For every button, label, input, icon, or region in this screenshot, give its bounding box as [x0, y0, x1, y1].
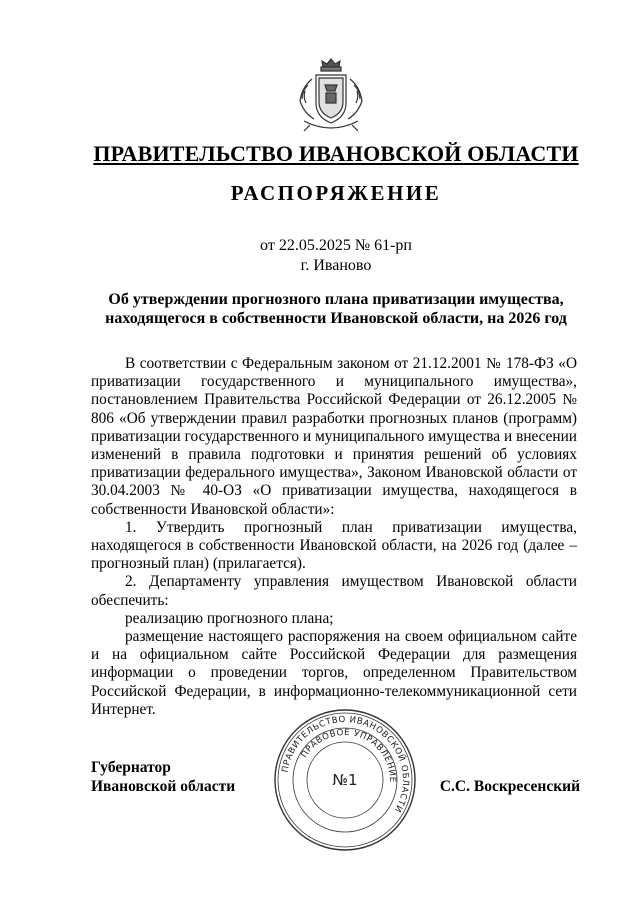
paragraph-preamble: В соответствии с Федеральным законом от 21.12.2001 № 178-ФЗ «О приватизации государственного и муниципального имущества», постановлением Правительства Российской Федерации от 26.12.2005 № 806 «Об утверждении правил разработки прогнозных планов (программ) приватизации государственного и муниципального имущества и внесении изменений в правила подготовки и принятия решений об условиях приватизации федерального имущества», Законом Ивановской области от 30.04.2003 № 40-ОЗ «О приватизации имущества, находящегося в собственности Ивановской области»:	[91, 355, 577, 518]
stamp-number: №1	[332, 771, 358, 789]
paragraph-item-1: 1. Утвердить прогнозный план приватизации имущества, находящегося в собственности Ивановской области, на 2026 год (далее – прогнозный план) (прилагается).	[91, 518, 577, 573]
official-seal-stamp	[270, 705, 420, 855]
paragraph-item-2: 2. Департаменту управления имуществом Ивановской области обеспечить:	[91, 573, 577, 609]
coat-of-arms-emblem	[290, 55, 372, 137]
document-body	[91, 355, 577, 719]
signatory-name: С.С. Воскресенский	[439, 778, 580, 795]
document-date-number: от 22.05.2025 № 61-рп	[260, 237, 412, 254]
document-type: РАСПОРЯЖЕНИЕ	[230, 181, 442, 205]
stamp-inner-text: ПРАВОВОЕ УПРАВЛЕНИЕ	[299, 727, 398, 783]
government-title: ПРАВИТЕЛЬСТВО ИВАНОВСКОЙ ОБЛАСТИ	[93, 141, 579, 166]
paragraph-subitem-2: размещение настоящего распоряжения на своем официальном сайте и на официальном сайте Российской Федерации для размещения информации о проведении торгов, определенном Правительством Российской Федерации, в информационно-телекоммуникационной сети Интернет.	[91, 628, 577, 718]
stamp-outer-text: ПРАВИТЕЛЬСТВО ИВАНОВСКОЙ ОБЛАСТИ	[280, 714, 411, 815]
signatory-title	[91, 758, 235, 796]
signatory-title-line2: Ивановской области	[91, 778, 236, 795]
document-city: г. Иваново	[300, 257, 372, 274]
document-subject: Об утверждении прогнозного плана приватизации имущества, находящегося в собственности Ивановской области, на 2026 год	[105, 291, 567, 327]
signatory-title-line1: Губернатор	[91, 759, 171, 776]
paragraph-subitem-1: реализацию прогнозного плана;	[125, 609, 334, 627]
